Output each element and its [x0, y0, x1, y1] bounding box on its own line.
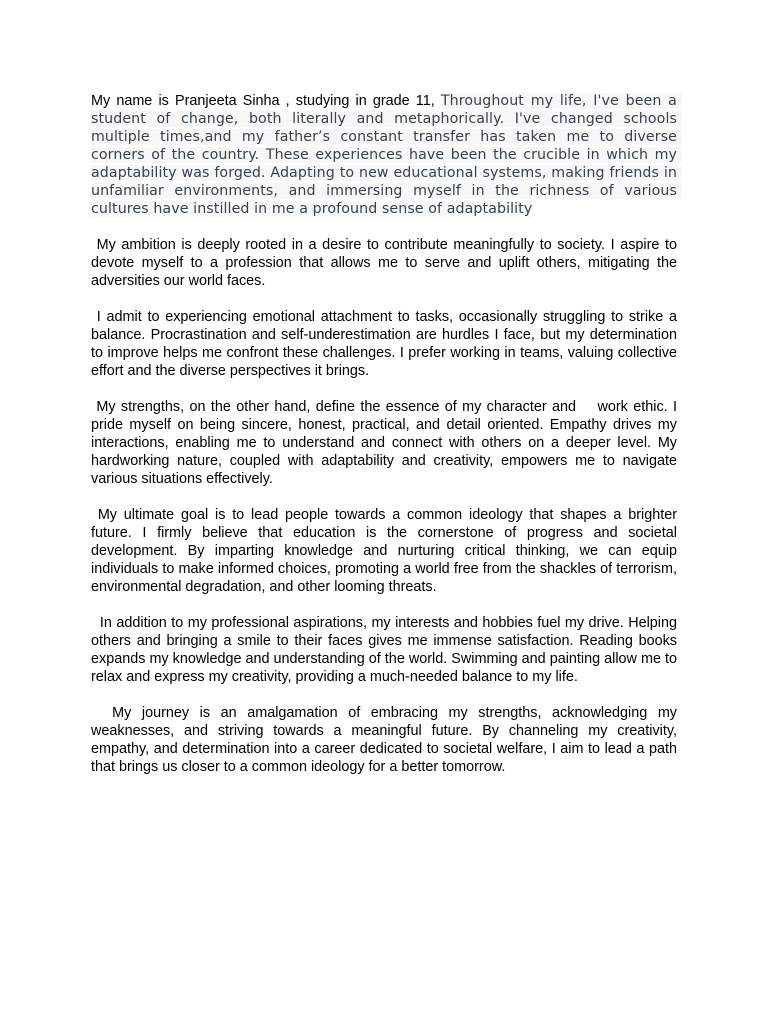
ambition-paragraph: My ambition is deeply rooted in a desire to contribute meaningfully to society. I aspire to devote myself to a profession that allows me to serve and uplift others, mitigating the adversities our world faces. — [91, 237, 682, 289]
intro-plain-text: My name is Pranjeeta Sinha , studying in grade 11, — [91, 93, 441, 109]
weaknesses-paragraph: I admit to experiencing emotional attachment to tasks, occasionally struggling to strike a balance. Procrastination and self-underestimation are hurdles I face, but my determination to improve helps me confront these challenges. I prefer working in teams, valuing collective effort and the diverse perspectives it brings. — [91, 309, 682, 379]
intro-paragraph — [91, 92, 682, 218]
document-page — [91, 92, 682, 794]
intro-highlighted-text: Throughout my life, I've been a student of change, both literally and metaphorically. I've changed schools multiple times,and my father’s constant transfer has taken me to diverse corners of the country. These experiences have been the crucible in which my adaptability was forged. Adapting to new educational systems, making friends in unfamiliar environments, and immersing myself in the richness of various cultures have instilled in me a profound sense of adaptability — [91, 93, 682, 217]
strengths-paragraph: My strengths, on the other hand, define the essence of my character and work ethic. I pride myself on being sincere, honest, practical, and detail oriented. Empathy drives my interactions, enabling me to understand and connect with others on a deeper level. My hardworking nature, coupled with adaptability and creativity, empowers me to navigate various situations effectively. — [91, 399, 682, 487]
goal-paragraph: My ultimate goal is to lead people towards a common ideology that shapes a brighter future. I firmly believe that education is the cornerstone of progress and societal development. By imparting knowledge and nurturing critical thinking, we can equip individuals to make informed choices, promoting a world free from the shackles of terrorism, environmental degradation, and other looming threats. — [91, 507, 682, 595]
conclusion-paragraph: My journey is an amalgamation of embracing my strengths, acknowledging my weaknesses, and striving towards a meaningful future. By channeling my creativity, empathy, and determination into a career dedicated to societal welfare, I aim to lead a path that brings us closer to a common ideology for a better tomorrow. — [91, 705, 682, 775]
hobbies-paragraph: In addition to my professional aspirations, my interests and hobbies fuel my drive. Helping others and bringing a smile to their faces gives me immense satisfaction. Reading books expands my knowledge and understanding of the world. Swimming and painting allow me to relax and express my creativity, providing a much-needed balance to my life. — [91, 615, 682, 685]
